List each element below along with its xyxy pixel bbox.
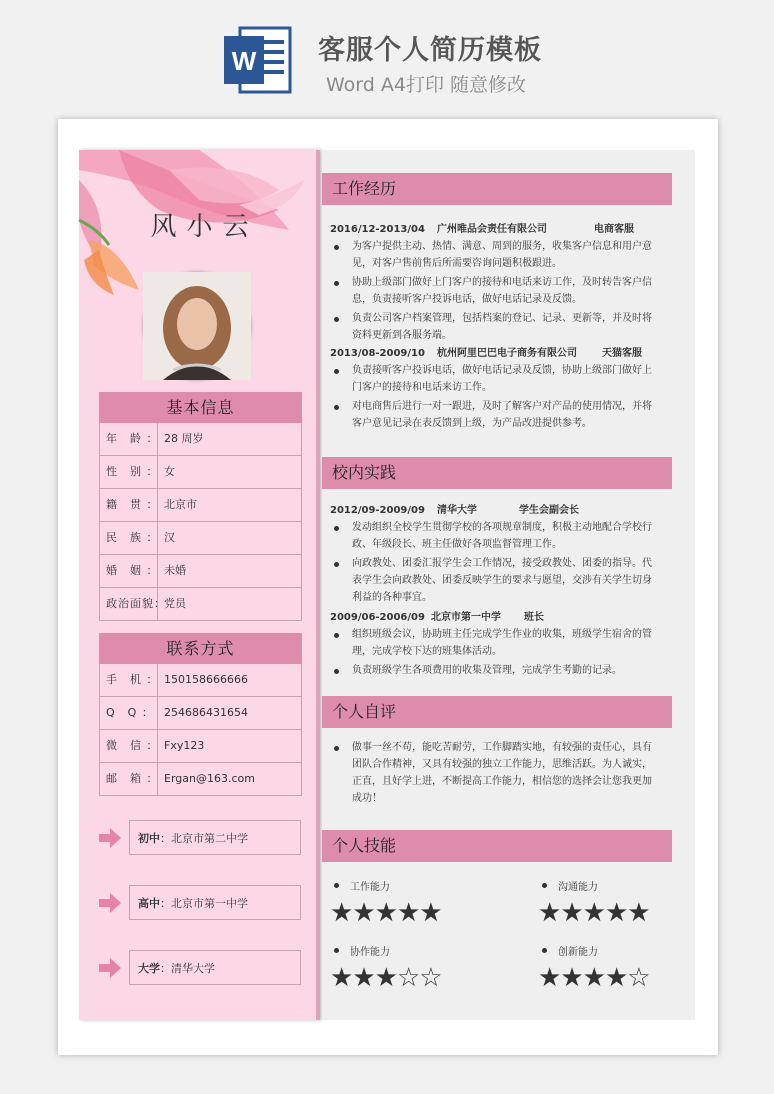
skill-item — [330, 943, 390, 958]
resume-page — [58, 119, 718, 1055]
info-row-gender: 性 别 ： 女 — [99, 456, 302, 489]
info-row-political: 政治面貌： 党员 — [99, 588, 302, 621]
education-school: ：清华大学 — [160, 962, 215, 975]
info-value: 女 — [164, 465, 175, 478]
sidebar — [79, 150, 320, 1020]
info-label: 性 别 — [106, 465, 142, 478]
campus-role: 学生会副会长 — [519, 505, 579, 516]
job-bullet: 为客户提供主动、热情、满意、周到的服务，收集客户信息和用户意见，对客户售前售后所需要咨询问题积极跟进。 — [330, 238, 660, 272]
self-eval-text: 做事一丝不苟，能吃苦耐劳，工作脚踏实地，有较强的责任心，具有团队合作精神，又具有较强的独立工作能力，思维活跃。为人诚实，正直，且好学上进，不断提高工作能力，相信您的选择会让您我更加成功！ — [330, 739, 660, 807]
education-item — [99, 820, 302, 856]
info-row-age: 年 龄 ： 28 周岁 — [99, 423, 302, 456]
education-level: 大学 — [138, 962, 160, 975]
star-filled-icon: ★ — [374, 963, 397, 993]
info-value: 党员 — [164, 597, 186, 610]
contact-title: 联系方式 — [99, 633, 302, 664]
star-filled-icon: ★ — [330, 963, 353, 993]
star-filled-icon: ★ — [419, 898, 442, 928]
section-title-work: 工作经历 — [322, 173, 672, 205]
campus-period: 2012/09-2009/09 — [330, 505, 425, 516]
page-subtitle: Word A4打印 随意修改 — [326, 74, 527, 96]
portrait-image — [143, 272, 251, 380]
info-label: 籍 贯 — [106, 498, 142, 511]
contact-label: Q Q — [106, 706, 138, 719]
main-content — [322, 150, 695, 1020]
contact-value: 254686431654 — [164, 706, 248, 719]
arrow-right-icon — [99, 828, 121, 848]
job-period: 2016/12-2013/04 — [330, 224, 425, 235]
job-company: 杭州阿里巴巴电子商务有限公司 — [437, 348, 577, 359]
contact-row-wechat: 微 信 ： Fxy123 — [99, 730, 302, 763]
campus-bullet: 发动组织全校学生贯彻学校的各项规章制度，积极主动地配合学校行政、年级段长、班主任做好各项监督管理工作。 — [330, 519, 660, 553]
arrow-right-icon — [99, 958, 121, 978]
info-value: 汉 — [164, 531, 175, 544]
skill-name: 创新能力 — [558, 947, 598, 958]
info-row-marital: 婚 姻 ： 未婚 — [99, 555, 302, 588]
star-filled-icon: ★ — [330, 898, 353, 928]
avatar — [143, 272, 251, 380]
campus-bullet: 负责班级学生各项费用的收集及管理，完成学生考勤的记录。 — [330, 662, 660, 679]
star-filled-icon: ★ — [538, 963, 561, 993]
education-level: 初中 — [138, 832, 160, 845]
skill-name: 协作能力 — [350, 947, 390, 958]
star-filled-icon: ★ — [396, 898, 420, 928]
word-logo-letter: W — [231, 46, 257, 76]
education-item — [99, 885, 302, 921]
star-filled-icon: ★ — [538, 898, 561, 928]
candidate-name: 风小云 — [150, 212, 259, 242]
campus-bullet: 组织班级会议，协助班主任完成学生作业的收集，班级学生宿舍的管理，完成学校下达的班集体活动。 — [330, 626, 660, 660]
contact-row-email: 邮 箱 ： Ergan@163.com — [99, 763, 302, 796]
contact-value: 150158666666 — [164, 673, 248, 686]
contact-row-qq: Q Q ： 254686431654 — [99, 697, 302, 730]
section-title-self-eval: 个人自评 — [322, 696, 672, 728]
campus-header — [330, 502, 682, 519]
skill-item — [330, 878, 390, 893]
star-empty-icon: ☆ — [396, 963, 420, 993]
education-school: ：北京市第一中学 — [160, 897, 248, 910]
star-filled-icon: ★ — [604, 898, 628, 928]
campus-bullet: 向政教处、团委汇报学生会工作情况，接受政教处、团委的指导。代表学生会向政教处、团委反映学生的要求与愿望，交涉有关学生切身利益的各种事宜。 — [330, 555, 660, 606]
arrow-right-icon — [99, 893, 121, 913]
star-filled-icon: ★ — [560, 898, 583, 928]
star-rating — [330, 965, 442, 991]
campus-header — [330, 609, 682, 626]
basic-info-title: 基本信息 — [99, 392, 302, 423]
campus-period: 2009/06-2006/09 — [330, 612, 425, 623]
section-title-campus: 校内实践 — [322, 457, 672, 489]
info-label: 婚 姻 — [106, 564, 142, 577]
word-icon — [222, 24, 294, 96]
job-bullet: 负责接听客户投诉电话，做好电话记录及反馈，协助上级部门做好上门客户的接待和电话来访工作。 — [330, 362, 660, 396]
skill-name: 工作能力 — [350, 882, 390, 893]
job-bullet: 对电商售后进行一对一跟进，及时了解客户对产品的使用情况，并将客户意见记录在表反馈到上级，为产品改进提供参考。 — [330, 398, 660, 432]
info-value: 28 周岁 — [164, 432, 204, 445]
contact-label: 手 机 — [106, 673, 142, 686]
page-title: 客服个人简历模板 — [318, 35, 542, 66]
job-header — [330, 221, 682, 238]
star-empty-icon: ☆ — [419, 963, 442, 993]
section-title-skills: 个人技能 — [322, 830, 672, 862]
skill-item — [538, 878, 598, 893]
contact-value: Fxy123 — [164, 739, 205, 752]
education-school: ：北京市第二中学 — [160, 832, 248, 845]
star-filled-icon: ★ — [604, 963, 628, 993]
info-row-hometown: 籍 贯 ： 北京市 — [99, 489, 302, 522]
star-filled-icon: ★ — [627, 898, 650, 928]
job-period: 2013/08-2009/10 — [330, 348, 425, 359]
star-rating — [330, 900, 442, 926]
campus-org: 北京市第一中学 — [431, 612, 501, 623]
star-filled-icon: ★ — [582, 898, 605, 928]
info-value: 未婚 — [164, 564, 186, 577]
star-filled-icon: ★ — [582, 963, 605, 993]
contact-label: 微 信 — [106, 739, 142, 752]
job-bullet: 负责公司客户档案管理，包括档案的登记、记录、更新等，并及时将资料更新到各服务端。 — [330, 310, 660, 344]
star-filled-icon: ★ — [560, 963, 583, 993]
job-header — [330, 345, 682, 362]
job-role: 电商客服 — [594, 224, 634, 235]
contact-row-phone: 手 机 ： 150158666666 — [99, 664, 302, 697]
education-level: 高中 — [138, 897, 160, 910]
skill-item — [538, 943, 598, 958]
education-item — [99, 950, 302, 986]
contact-label: 邮 箱 — [106, 772, 142, 785]
banner-header — [0, 0, 774, 118]
info-value: 北京市 — [164, 498, 197, 511]
job-role: 天猫客服 — [602, 348, 642, 359]
star-filled-icon: ★ — [374, 898, 397, 928]
job-company: 广州唯品会责任有限公司 — [437, 224, 547, 235]
contact-box — [99, 633, 302, 796]
campus-org: 清华大学 — [437, 505, 477, 516]
star-filled-icon: ★ — [352, 898, 375, 928]
info-label: 民 族 — [106, 531, 142, 544]
star-rating — [538, 965, 650, 991]
info-label: 年 龄 — [106, 432, 142, 445]
campus-role: 班长 — [524, 612, 544, 623]
star-rating — [538, 900, 650, 926]
star-filled-icon: ★ — [352, 963, 375, 993]
job-bullet: 协助上级部门做好上门客户的接待和电话来访工作，及时转告客户信息，负责接听客户投诉电话，做好电话记录及反馈。 — [330, 274, 660, 308]
contact-value: Ergan@163.com — [164, 772, 255, 785]
basic-info-box — [99, 392, 302, 621]
info-row-ethnicity: 民 族 ： 汉 — [99, 522, 302, 555]
info-label: 政治面貌 — [106, 597, 154, 610]
skill-name: 沟通能力 — [558, 882, 598, 893]
star-empty-icon: ☆ — [627, 963, 650, 993]
